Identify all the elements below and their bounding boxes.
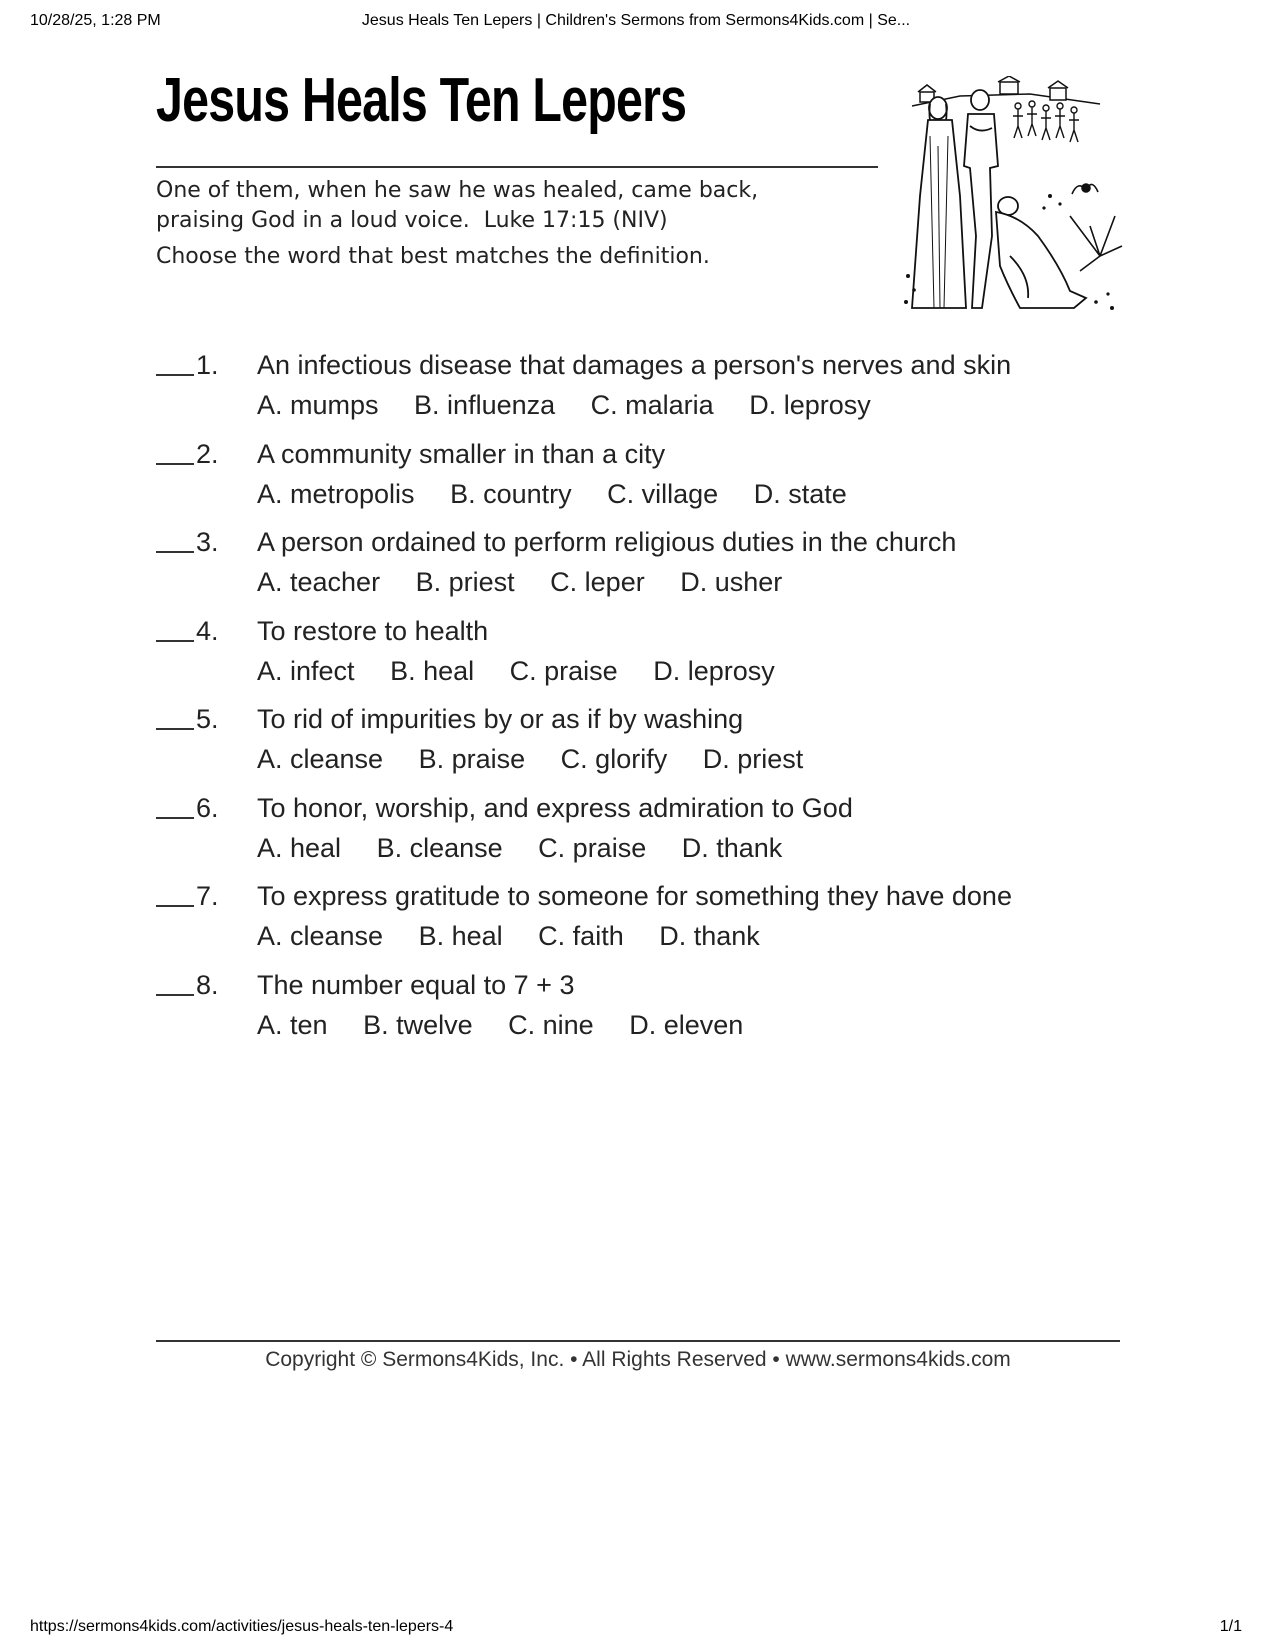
option-d: D. leprosy xyxy=(749,390,871,420)
question-text: To express gratitude to someone for something they have done xyxy=(257,881,1012,911)
option-d: D. leprosy xyxy=(653,655,775,686)
print-footer xyxy=(30,1618,1242,1640)
question-number: 3. xyxy=(196,527,219,557)
question-number: 5. xyxy=(196,704,219,734)
answer-options xyxy=(257,1008,771,1042)
option-c: C. nine xyxy=(508,1009,594,1040)
question-number: 7. xyxy=(196,881,219,911)
question-item xyxy=(156,879,1120,968)
question-text: A community smaller in than a city xyxy=(257,438,666,469)
plant-icon xyxy=(1070,184,1122,271)
jesus-healing-leper-illustration xyxy=(900,76,1126,316)
option-a: A. cleanse xyxy=(257,744,384,774)
worksheet-title: Jesus Heals Ten Lepers xyxy=(156,66,687,135)
question-text: To rid of impurities by or as if by washing xyxy=(257,704,744,734)
option-b: B. influenza xyxy=(414,390,556,420)
option-c: C. village xyxy=(607,478,719,509)
question-number: 2. xyxy=(196,438,219,469)
option-a: A. infect xyxy=(257,655,355,686)
question-item xyxy=(156,437,1120,526)
question-number: 6. xyxy=(196,792,219,823)
answer-options xyxy=(257,565,810,599)
jesus-figure-icon xyxy=(912,97,966,308)
answer-blank[interactable] xyxy=(156,817,194,819)
option-a: A. ten xyxy=(257,1009,328,1040)
option-b: B. twelve xyxy=(363,1009,473,1040)
option-b: B. priest xyxy=(415,567,515,597)
instructions: Choose the word that best matches the definition. xyxy=(156,244,710,269)
answer-blank[interactable] xyxy=(156,728,194,730)
option-a: A. cleanse xyxy=(257,921,384,951)
question-text: To honor, worship, and express admiration to God xyxy=(257,792,853,823)
print-datetime: 10/28/25, 1:28 PM xyxy=(30,12,161,29)
answer-options xyxy=(257,831,810,865)
option-b: B. heal xyxy=(418,921,503,951)
question-number: 4. xyxy=(196,615,219,646)
question-item xyxy=(156,614,1120,703)
footer-divider xyxy=(156,1340,1120,1342)
answer-blank[interactable] xyxy=(156,905,194,907)
lepers-group-icon xyxy=(1013,101,1079,142)
answer-blank[interactable] xyxy=(156,640,194,642)
option-c: C. glorify xyxy=(560,744,668,774)
bible-verse xyxy=(156,176,876,236)
option-b: B. cleanse xyxy=(376,832,503,863)
option-a: A. heal xyxy=(257,832,342,863)
option-d: D. usher xyxy=(680,567,783,597)
answer-options xyxy=(257,654,803,688)
answer-blank[interactable] xyxy=(156,551,194,553)
option-c: C. praise xyxy=(538,832,647,863)
question-text: The number equal to 7 + 3 xyxy=(257,969,575,1000)
option-c: C. malaria xyxy=(590,390,714,420)
question-number: 8. xyxy=(196,969,219,1000)
option-a: A. mumps xyxy=(257,390,379,420)
copyright-notice: Copyright © Sermons4Kids, Inc. • All Rights Reserved • www.sermons4kids.com xyxy=(265,1348,1011,1371)
option-a: A. metropolis xyxy=(257,478,415,509)
verse-line-1: One of them, when he saw he was healed, came back, xyxy=(156,178,759,203)
title-divider xyxy=(156,166,878,168)
question-text: A person ordained to perform religious duties in the church xyxy=(257,527,957,557)
kneeling-leper-icon xyxy=(996,197,1086,308)
answer-options xyxy=(257,919,788,953)
question-item xyxy=(156,525,1120,614)
question-item xyxy=(156,348,1120,437)
option-b: B. country xyxy=(450,478,572,509)
option-c: C. leper xyxy=(550,567,645,597)
option-d: D. state xyxy=(753,478,847,509)
answer-options xyxy=(257,388,899,422)
print-url: https://sermons4kids.com/activities/jesus-heals-ten-lepers-4 xyxy=(30,1618,454,1635)
question-item xyxy=(156,968,1120,1057)
question-item xyxy=(156,791,1120,880)
answer-blank[interactable] xyxy=(156,994,194,996)
option-a: A. teacher xyxy=(257,567,381,597)
question-list xyxy=(156,348,1120,1056)
option-d: D. priest xyxy=(702,744,804,774)
answer-options xyxy=(257,742,831,776)
healed-man-icon xyxy=(964,90,998,308)
answer-blank[interactable] xyxy=(156,374,194,376)
question-text: An infectious disease that damages a person's nerves and skin xyxy=(257,350,1012,380)
question-number: 1. xyxy=(196,350,219,380)
option-d: D. thank xyxy=(681,832,783,863)
answer-blank[interactable] xyxy=(156,463,194,465)
option-d: D. thank xyxy=(659,921,760,951)
option-c: C. praise xyxy=(509,655,618,686)
print-page-count: 1/1 xyxy=(1219,1618,1242,1635)
option-c: C. faith xyxy=(538,921,624,951)
print-page-title: Jesus Heals Ten Lepers | Children's Sermons from Sermons4Kids.com | Se... xyxy=(361,12,911,29)
question-item xyxy=(156,702,1120,791)
answer-options xyxy=(257,477,875,511)
verse-line-2: praising God in a loud voice. Luke 17:15 (NIV) xyxy=(156,208,668,233)
option-d: D. eleven xyxy=(629,1009,744,1040)
question-text: To restore to health xyxy=(257,615,489,646)
print-header xyxy=(30,12,1242,36)
option-b: B. heal xyxy=(390,655,475,686)
option-b: B. praise xyxy=(418,744,526,774)
